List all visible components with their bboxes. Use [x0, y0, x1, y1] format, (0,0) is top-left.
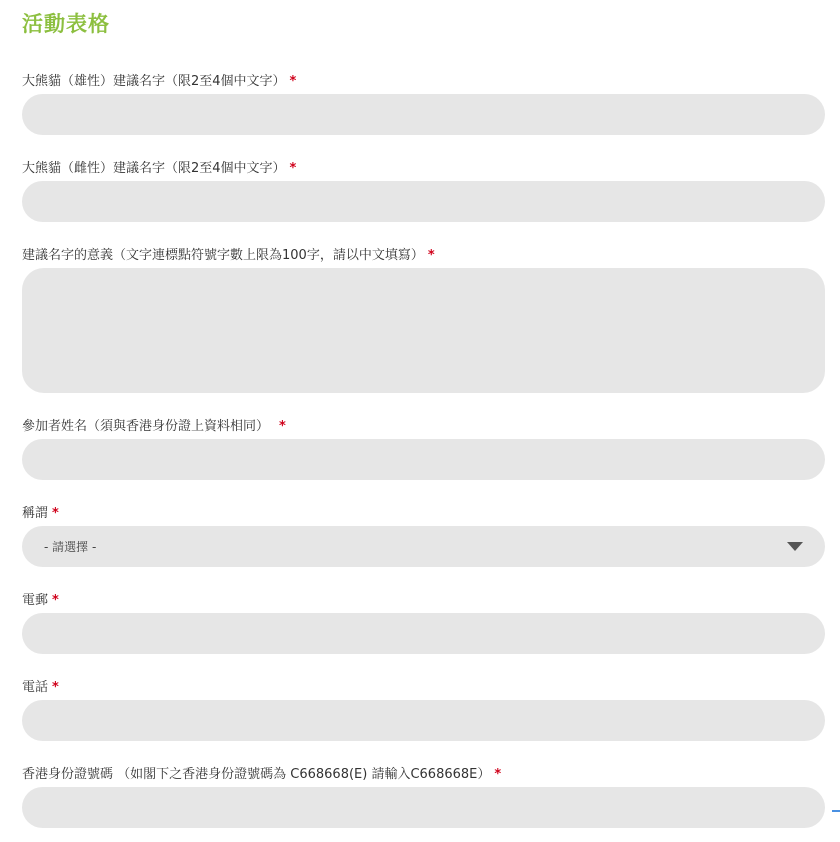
required-mark: *: [52, 506, 59, 521]
participant-name-input[interactable]: [22, 439, 825, 480]
email-label: [22, 589, 59, 608]
female-name-label-text: 大熊貓（雌性）建議名字（限2至4個中文字）: [22, 161, 286, 176]
phone-label: [22, 676, 59, 695]
salutation-label: [22, 502, 59, 521]
meaning-textarea[interactable]: [22, 268, 825, 393]
female-name-label: [22, 157, 296, 176]
required-mark: *: [494, 767, 502, 782]
female-name-input[interactable]: [22, 181, 825, 222]
required-mark: *: [52, 680, 59, 695]
phone-label-text: 電話: [22, 680, 49, 695]
salutation-select[interactable]: [22, 526, 825, 567]
participant-name-label: [22, 415, 286, 434]
salutation-selected-value: - 請選擇 -: [44, 540, 97, 554]
required-mark: *: [289, 161, 297, 176]
required-mark: *: [427, 248, 435, 263]
email-label-text: 電郵: [22, 593, 49, 608]
required-mark: *: [279, 419, 286, 434]
participant-name-label-text: 參加者姓名（須與香港身份證上資料相同）: [22, 419, 270, 434]
meaning-label: [22, 244, 435, 263]
male-name-label-text: 大熊貓（雄性）建議名字（限2至4個中文字）: [22, 74, 286, 89]
required-mark: *: [289, 74, 297, 89]
required-mark: *: [52, 593, 59, 608]
form-title: 活動表格: [22, 12, 110, 36]
male-name-label: [22, 70, 296, 89]
phone-input[interactable]: [22, 700, 825, 741]
hkid-input[interactable]: [22, 787, 825, 828]
meaning-label-text: 建議名字的意義（文字連標點符號字數上限為100字，請以中文填寫）: [22, 248, 424, 263]
chevron-down-icon: [787, 542, 803, 551]
salutation-label-text: 稱謂: [22, 506, 49, 521]
male-name-input[interactable]: [22, 94, 825, 135]
hkid-label: [22, 763, 501, 782]
email-input[interactable]: [22, 613, 825, 654]
hkid-label-text: 香港身份證號碼 （如閣下之香港身份證號碼為 C668668(E) 請輸入C668668E）: [22, 767, 491, 782]
scroll-indicator: [832, 810, 840, 812]
